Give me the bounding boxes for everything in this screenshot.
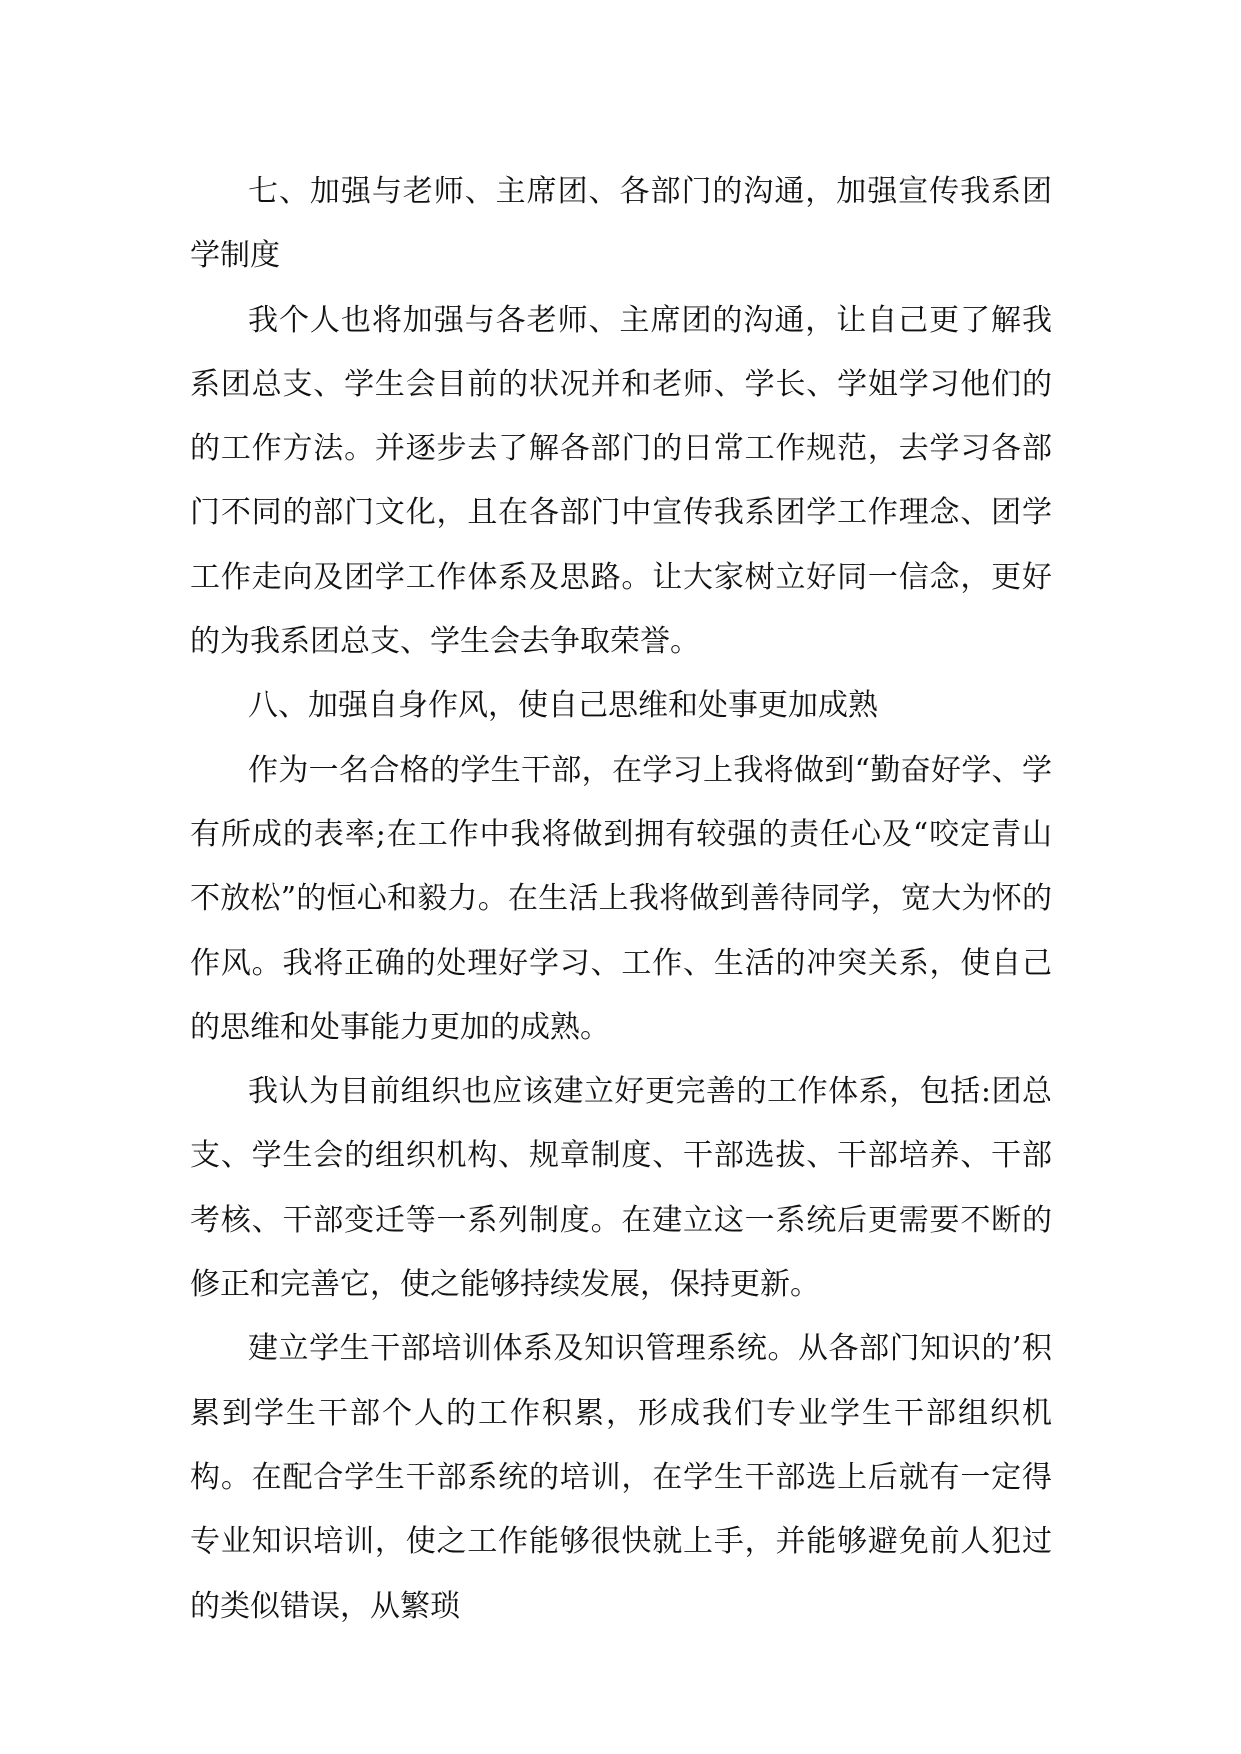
paragraph-training-system: 建立学生干部培训体系及知识管理系统。从各部门知识的’积累到学生干部个人的工作积累，形成我们专业学生干部组织机构。在配合学生干部系统的培训，在学生干部选上后就有一定得专业知识培训，使之工作能够很快就上手，并能够避免前人犯过的类似错误，从繁琐 [190,1331,1052,1624]
section-heading-seven: 七、加强与老师、主席团、各部门的沟通，加强宣传我系团学制度 [190,174,1052,274]
document-body [190,160,1052,1639]
section-heading-eight: 八、加强自身作风，使自己思维和处事更加成熟 [248,688,878,724]
paragraph-communication: 我个人也将加强与各老师、主席团的沟通，让自己更了解我系团总支、学生会目前的状况并和老师、学长、学姐学习他们的的工作方法。并逐步去了解各部门的日常工作规范，去学习各部门不同的部门文化，且在各部门中宣传我系团学工作理念、团学工作走向及团学工作体系及思路。让大家树立好同一信念，更好的为我系团总支、学生会去争取荣誉。 [190,302,1052,660]
paragraph-work-system: 我认为目前组织也应该建立好更完善的工作体系，包括:团总支、学生会的组织机构、规章制度、干部选拔、干部培养、干部考核、干部变迁等一系列制度。在建立这一系统后更需要不断的修正和完善它，使之能够持续发展，保持更新。 [190,1074,1052,1303]
paragraph-self-discipline: 作为一名合格的学生干部，在学习上我将做到“勤奋好学、学有所成的表率;在工作中我将做到拥有较强的责任心及“咬定青山不放松”的恒心和毅力。在生活上我将做到善待同学，宽大为怀的作风。我将正确的处理好学习、工作、生活的冲突关系，使自己的思维和处事能力更加的成熟。 [190,752,1052,1045]
